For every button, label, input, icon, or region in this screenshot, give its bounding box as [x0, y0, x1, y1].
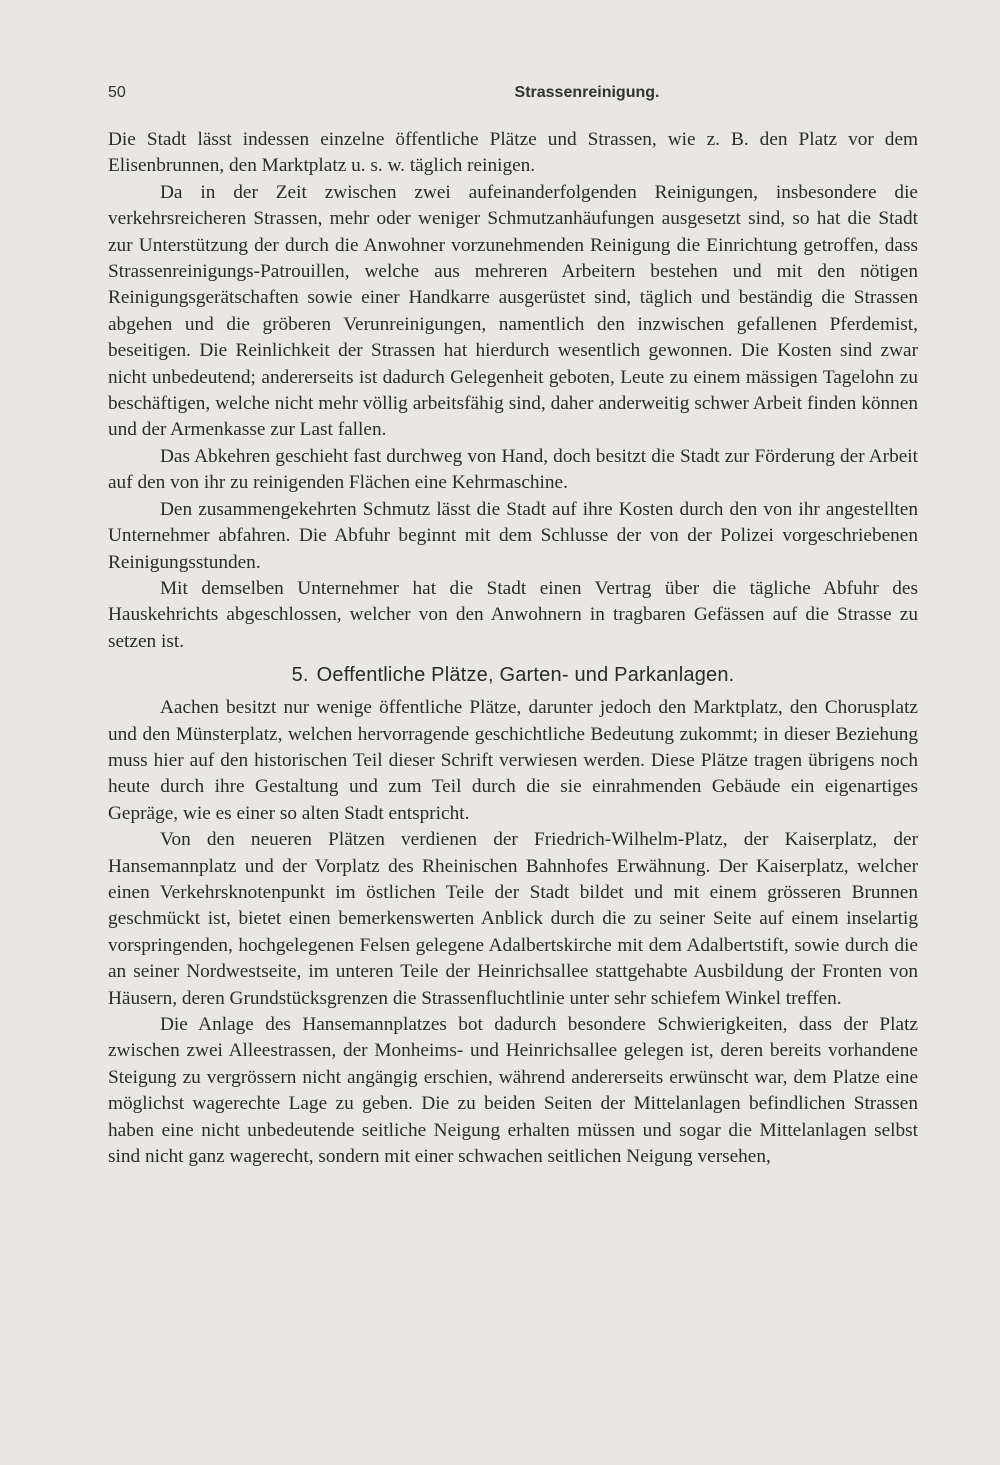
paragraph: Die Anlage des Hansemannplatzes bot dadurch besondere Schwierigkeiten, dass der Platz zwischen zwei Alleestrassen, der Monheims- und Heinrichsallee gelegen ist, deren bereits vorhandene Steigung zu vergrössern nicht angängig erschien, während andererseits erwünscht war, dem Platze eine möglichst wagerechte Lage zu geben. Die zu beiden Seiten der Mittelanlagen befindlichen Strassen haben eine nicht unbedeutende seitliche Neigung erhalten müssen und sogar die Mittelanlagen selbst sind nicht ganz wagerecht, sondern mit einer schwachen seitlichen Neigung versehen,: [108, 1014, 918, 1168]
paragraph: Den zusammengekehrten Schmutz lässt die Stadt auf ihre Kosten durch den von ihr angestellten Unternehmer abfahren. Die Abfuhr beginnt mit dem Schlusse der von der Polizei vorgeschriebenen Reinigungsstunden.: [108, 498, 918, 573]
section-number: 5.: [291, 664, 309, 687]
section-heading: [108, 662, 918, 688]
section-title: Oeffentliche Plätze, Garten- und Parkanlagen.: [316, 664, 735, 687]
paragraph: Mit demselben Unternehmer hat die Stadt einen Vertrag über die tägliche Abfuhr des Hauskehrichts abgeschlossen, welcher von den Anwohnern in tragbaren Gefässen auf die Strasse zu setzen ist.: [108, 577, 918, 652]
page-header: [108, 84, 916, 108]
body-text: [108, 127, 918, 1170]
page-number: 50: [108, 84, 126, 101]
paragraph: Da in der Zeit zwischen zwei aufeinanderfolgenden Reinigungen, insbesondere die verkehrsreicheren Strassen, mehr oder weniger Schmutzanhäufungen ausgesetzt sind, so hat die Stadt zur Unterstützung der durch die Anwohner vorzunehmenden Reinigung die Einrichtung getroffen, dass Strassenreinigungs-Patrouillen, welche aus mehreren Arbeitern bestehen und mit den nötigen Reinigungsgerätschaften sowie einer Handkarre ausgerüstet sind, täglich und beständig die Strassen abgehen und die gröberen Verunreinigungen, namentlich den inzwischen gefallenen Pferdemist, beseitigen. Die Reinlichkeit der Strassen hat hierdurch wesentlich gewonnen. Die Kosten sind zwar nicht unbedeutend; andererseits ist dadurch Gelegenheit geboten, Leute zu einem mässigen Tagelohn zu beschäftigen, welche nicht mehr völlig arbeitsfähig sind, daher anderweitig schwer Arbeit finden können und der Armenkasse zur Last fallen.: [108, 181, 918, 441]
paragraph: Die Stadt lässt indessen einzelne öffentliche Plätze und Strassen, wie z. B. den Platz vor dem Elisenbrunnen, den Marktplatz u. s. w. täglich reinigen.: [108, 129, 918, 177]
running-head: Strassenreinigung.: [514, 84, 660, 101]
paragraph: Aachen besitzt nur wenige öffentliche Plätze, darunter jedoch den Marktplatz, den Chorusplatz und den Münsterplatz, welchen hervorragende geschichtliche Bedeutung zukommt; in dieser Beziehung muss hier auf den historischen Teil dieser Schrift verwiesen werden. Diese Plätze tragen übrigens noch heute durch ihre Gestaltung und zum Teil durch die sie einrahmenden Gebäude ein eigenartiges Gepräge, wie es einer so alten Stadt entspricht.: [108, 697, 918, 824]
paragraph: Das Abkehren geschieht fast durchweg von Hand, doch besitzt die Stadt zur Förderung der Arbeit auf den von ihr zu reinigenden Flächen eine Kehrmaschine.: [108, 445, 918, 494]
paragraph: Von den neueren Plätzen verdienen der Friedrich-Wilhelm-Platz, der Kaiserplatz, der Hansemannplatz und der Vorplatz des Rheinischen Bahnhofes Erwähnung. Der Kaiserplatz, welcher einen Verkehrsknotenpunkt im östlichen Teile der Stadt bildet und mit einem grösseren Brunnen geschmückt ist, bietet einen bemerkenswerten Anblick durch die zu seiner Seite auf einem inselartig vorspringenden, hochgelegenen Felsen gelegene Adalbertskirche mit dem Adalbertstift, sowie durch die an seiner Nordwestseite, im unteren Teile der Heinrichsallee stattgehabte Ausbildung der Fronten von Häusern, deren Grundstücksgrenzen die Strassenfluchtlinie unter sehr schiefem Winkel treffen.: [108, 829, 918, 1009]
